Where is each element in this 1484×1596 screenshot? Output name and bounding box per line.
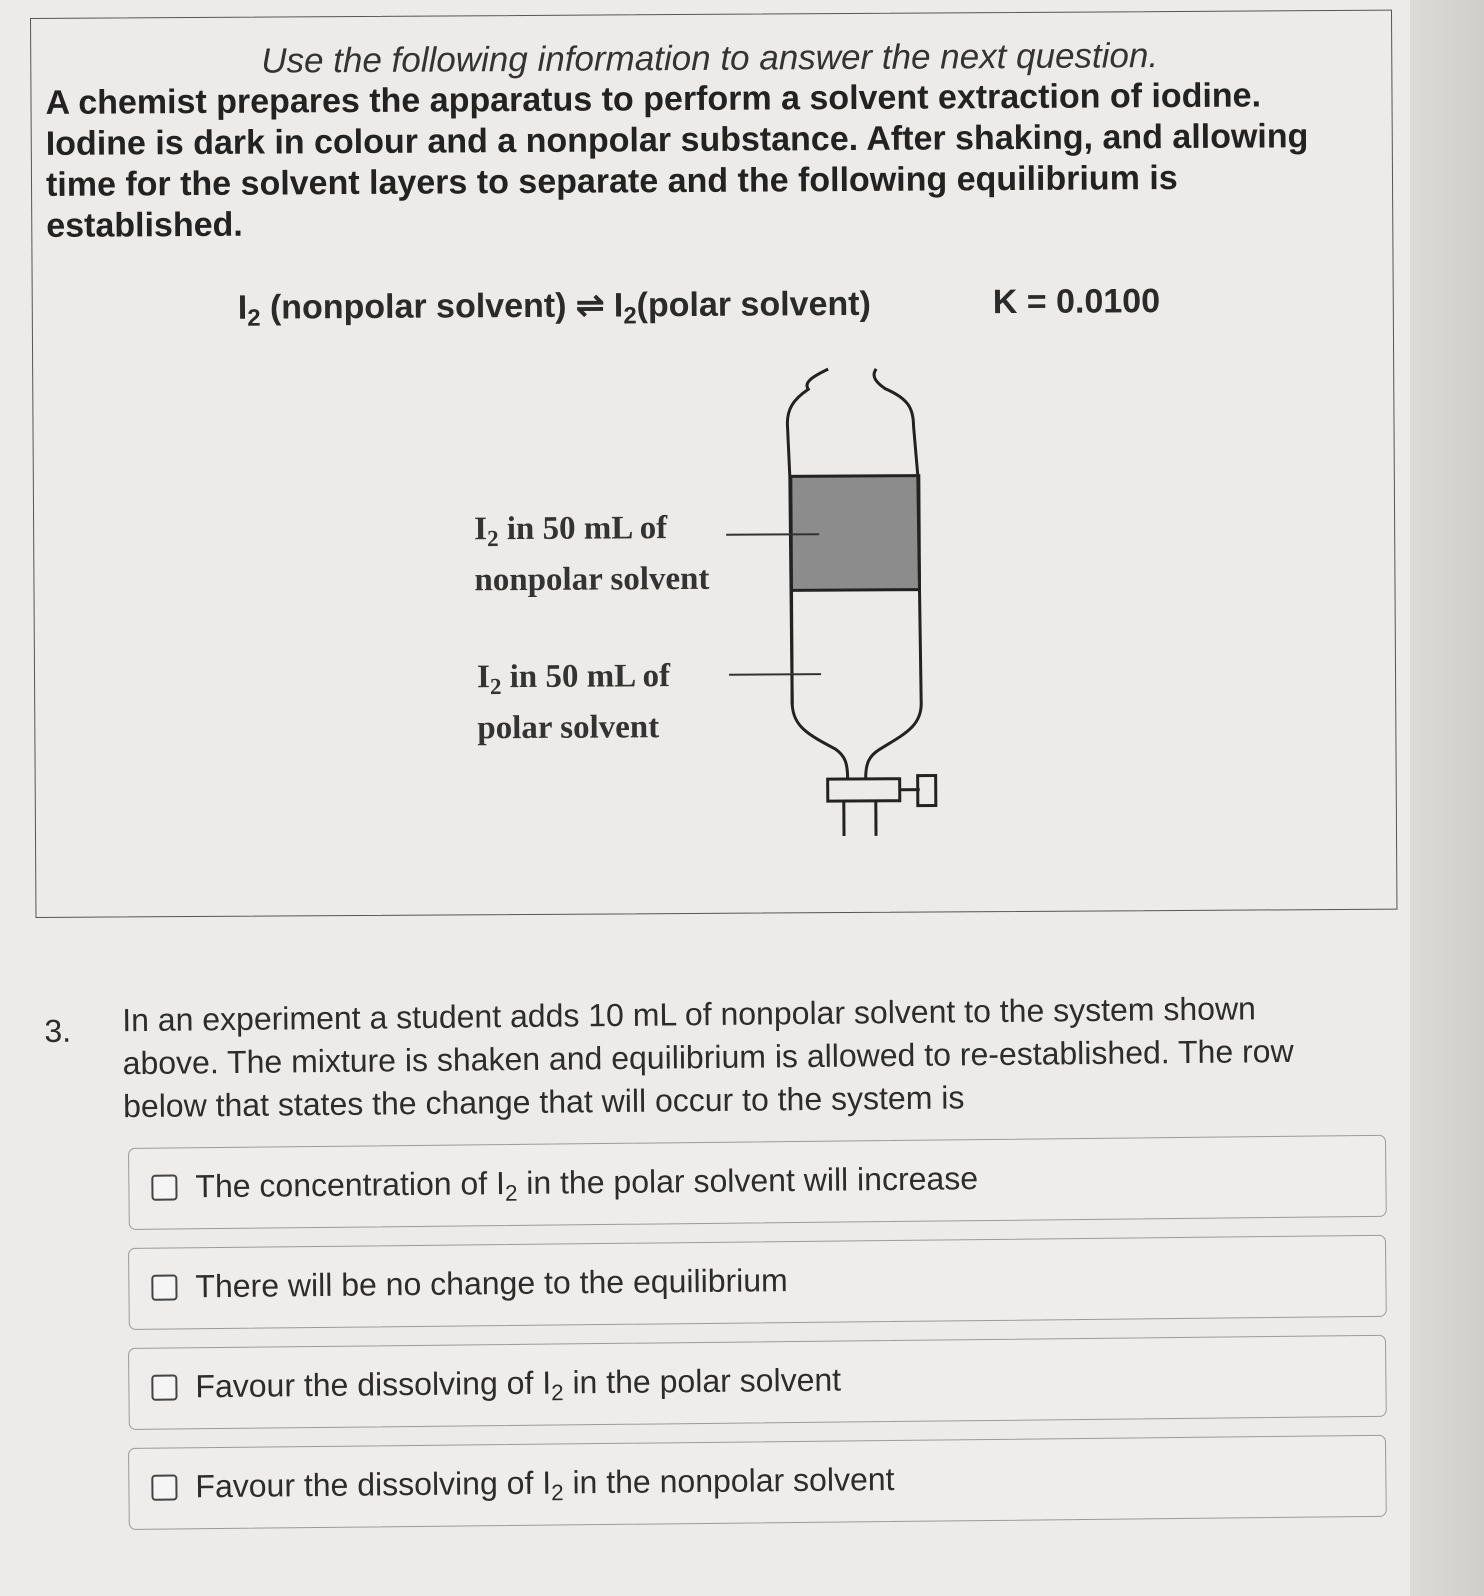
separatory-funnel-diagram [31, 11, 1396, 919]
checkbox-icon[interactable] [151, 1474, 177, 1500]
page-edge [1410, 0, 1484, 1596]
intro-instruction: Use the following information to answer the next question. [261, 36, 1159, 81]
checkbox-icon[interactable] [151, 1274, 177, 1300]
option-label: There will be no change to the equilibrium [195, 1262, 788, 1305]
option-label: Favour the dissolving of $I_2$ in the nonpolar solvent [195, 1460, 895, 1506]
intro-paragraph: A chemist prepares the apparatus to perform a solvent extraction of iodine. Iodine is dark in colour and a nonpolar substance. After shaking, and allowing time for the solvent layers to separate and the following equilibrium is established. [45, 76, 1309, 245]
answer-option-1[interactable] [128, 1135, 1387, 1230]
polar-layer-label: $I_2$ in 50 mL of polar solvent [476, 658, 671, 747]
question-number: 3. [44, 1012, 72, 1049]
stopcock [828, 779, 900, 801]
equilibrium-arrow-icon: ⇌ [575, 286, 605, 325]
checkbox-icon[interactable] [151, 1174, 177, 1200]
answer-option-2[interactable] [128, 1235, 1387, 1330]
info-box [30, 10, 1397, 918]
answer-option-3[interactable] [128, 1335, 1387, 1430]
polar-leader-line [729, 674, 821, 675]
equilibrium-equation: $I_2$ (nonpolar solvent) ⇌ $I_2(polar$ solvent) [237, 284, 871, 332]
nonpolar-layer [791, 476, 920, 591]
question-block [44, 986, 1374, 1125]
question-text: In an experiment a student adds 10 mL of nonpolar solvent to the system shown above. The mixture is shaken and equilibrium is allowed to re-established. The row below that states the change that will occur to the system is [122, 990, 1294, 1125]
equilibrium-constant: K = 0.0100 [992, 282, 1161, 322]
nonpolar-leader-line [726, 534, 819, 535]
answer-option-4[interactable] [128, 1435, 1387, 1530]
option-label: The concentration of $I_2$ in the polar solvent will increase [195, 1160, 979, 1206]
checkbox-icon[interactable] [151, 1374, 177, 1400]
option-label: Favour the dissolving of $I_2$ in the polar solvent [195, 1361, 842, 1406]
nonpolar-layer-label: $I_2$ in 50 mL of nonpolar solvent [474, 510, 710, 599]
